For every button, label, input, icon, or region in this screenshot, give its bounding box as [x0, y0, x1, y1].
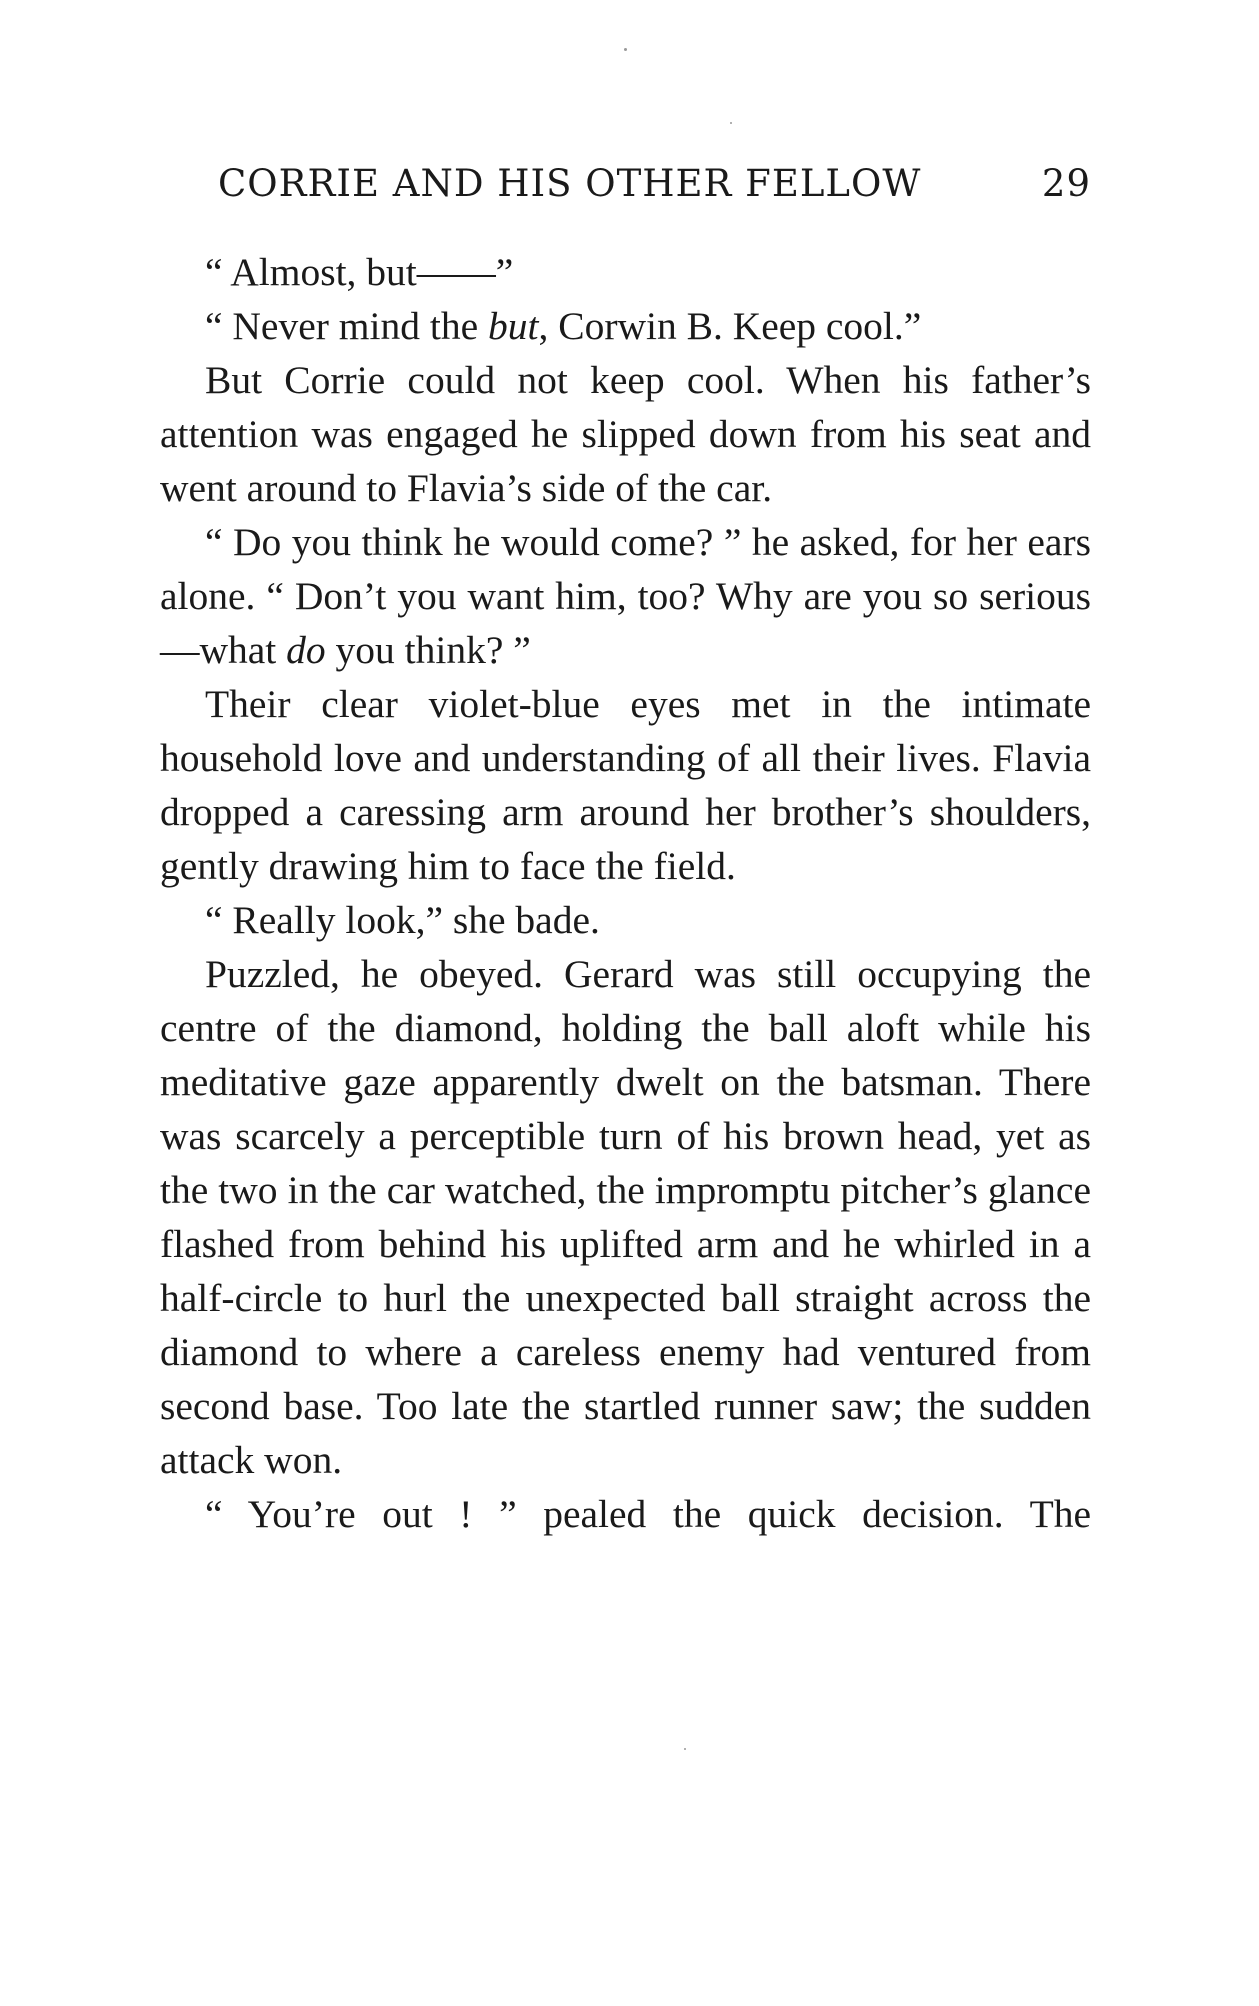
page-number: 29: [1041, 162, 1091, 205]
text-run: you think? ”: [325, 628, 531, 672]
running-title: CORRIE AND HIS OTHER FELLOW: [218, 162, 922, 205]
paper-speck: [684, 1748, 686, 1750]
paper-speck: [624, 48, 627, 51]
paper-speck: [730, 122, 732, 124]
running-head: [218, 162, 1091, 218]
page-body: [160, 245, 1091, 1541]
text-run: “ Do you think he would come? ” he asked, for her ears alone. “ Don’t you want him, too? Why are you so serious—what: [160, 520, 1091, 672]
paragraph: [160, 515, 1091, 677]
text-run: “ Never mind the: [205, 304, 488, 348]
paragraph: Puzzled, he obeyed. Gerard was still occupying the centre of the diamond, holding the ball aloft while his meditative gaze apparently dwelt on the batsman. There was scarcely a perceptible turn of his brown head, yet as the two in the car watched, the impromptu pitcher’s glance flashed from behind his uplifted arm and he whirled in a half-circle to hurl the unexpected ball straight across the diamond to where a careless enemy had ventured from second base. Too late the startled runner saw; the sudden attack won.: [160, 952, 1091, 1482]
paragraph: “ Really look,” she bade.: [205, 898, 600, 942]
paragraph: But Corrie could not keep cool. When his father’s attention was engaged he slipped down from his seat and went around to Flavia’s side of the car.: [160, 358, 1091, 510]
italic-text-run: but: [487, 304, 539, 348]
paragraph: “ You’re out ! ” pealed the quick decision. The: [205, 1492, 1091, 1536]
text-run: , Corwin B. Keep cool.”: [538, 304, 922, 348]
italic-text-run: do: [286, 628, 326, 672]
paragraph: [160, 299, 1091, 353]
paragraph: “ Almost, but——”: [205, 250, 514, 294]
paragraph: Their clear violet-blue eyes met in the intimate household love and understanding of all their lives. Flavia dropped a caressing arm around her brother’s shoulders, gently drawing him to face the field.: [160, 682, 1091, 888]
